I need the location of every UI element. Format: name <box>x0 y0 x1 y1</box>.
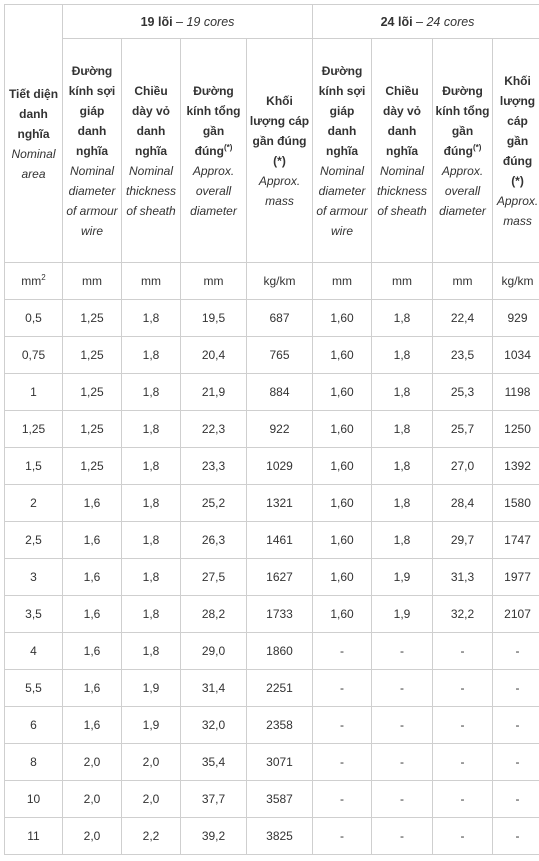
cell-m19: 1733 <box>247 596 313 633</box>
cell-s24: 1,8 <box>372 300 433 337</box>
cell-d24: - <box>433 670 493 707</box>
cell-d19: 39,2 <box>181 818 247 855</box>
cell-d19: 27,5 <box>181 559 247 596</box>
cell-area: 1 <box>5 374 63 411</box>
cell-d24: - <box>433 744 493 781</box>
cell-d19: 21,9 <box>181 374 247 411</box>
cell-d19: 29,0 <box>181 633 247 670</box>
cell-area: 0,75 <box>5 337 63 374</box>
cell-s19: 1,8 <box>122 559 181 596</box>
cell-d19: 31,4 <box>181 670 247 707</box>
cell-s24: - <box>372 818 433 855</box>
cell-s24: - <box>372 707 433 744</box>
cell-m24: 1034 <box>493 337 539 374</box>
cell-m24: - <box>493 781 539 818</box>
header-approx-mass-24: Khối lượng cáp gần đúng (*) Approx. mass <box>493 39 539 263</box>
cell-s24: 1,9 <box>372 559 433 596</box>
header-sheath-thickness-19: Chiều dày vỏ danh nghĩa Nominal thickness of sheath <box>122 39 181 263</box>
cell-m24: 1977 <box>493 559 539 596</box>
table-row <box>5 596 539 633</box>
cell-area: 3,5 <box>5 596 63 633</box>
header-armour-diameter-24: Đường kính sợi giáp danh nghĩa Nominal diameter of armour wire <box>313 39 372 263</box>
cell-area: 1,25 <box>5 411 63 448</box>
cell-a19: 1,6 <box>63 633 122 670</box>
cell-a24: - <box>313 744 372 781</box>
cell-a24: 1,60 <box>313 559 372 596</box>
cell-m19: 884 <box>247 374 313 411</box>
cell-m24: 2107 <box>493 596 539 633</box>
unit-cell: kg/km <box>247 263 313 300</box>
cell-s19: 1,8 <box>122 596 181 633</box>
cell-a19: 2,0 <box>63 744 122 781</box>
cell-area: 2,5 <box>5 522 63 559</box>
cell-d19: 32,0 <box>181 707 247 744</box>
cell-a24: 1,60 <box>313 522 372 559</box>
cell-s24: 1,9 <box>372 596 433 633</box>
cell-s19: 1,8 <box>122 337 181 374</box>
header-approx-mass-19: Khối lượng cáp gần đúng (*) Approx. mass <box>247 39 313 263</box>
cell-s24: 1,8 <box>372 374 433 411</box>
cell-a24: 1,60 <box>313 411 372 448</box>
cell-s19: 1,8 <box>122 522 181 559</box>
cell-m24: 929 <box>493 300 539 337</box>
cell-m24: 1392 <box>493 448 539 485</box>
cell-d24: 28,4 <box>433 485 493 522</box>
cell-m24: 1250 <box>493 411 539 448</box>
cell-area: 0,5 <box>5 300 63 337</box>
cell-d19: 19,5 <box>181 300 247 337</box>
cell-m24: - <box>493 818 539 855</box>
cell-d24: 23,5 <box>433 337 493 374</box>
cell-a24: - <box>313 707 372 744</box>
table-row <box>5 374 539 411</box>
table-row <box>5 670 539 707</box>
table-row <box>5 485 539 522</box>
cell-s19: 2,2 <box>122 818 181 855</box>
cell-s24: 1,8 <box>372 411 433 448</box>
cell-s19: 1,8 <box>122 411 181 448</box>
cell-d24: 22,4 <box>433 300 493 337</box>
cell-a24: - <box>313 670 372 707</box>
cell-a19: 1,6 <box>63 596 122 633</box>
table-row <box>5 559 539 596</box>
cell-a19: 1,6 <box>63 707 122 744</box>
cell-a24: - <box>313 781 372 818</box>
unit-cell: mm <box>181 263 247 300</box>
table-row <box>5 411 539 448</box>
cell-s24: 1,8 <box>372 485 433 522</box>
cell-d24: 25,7 <box>433 411 493 448</box>
cell-m19: 1627 <box>247 559 313 596</box>
unit-cell: kg/km <box>493 263 539 300</box>
cell-s19: 1,8 <box>122 485 181 522</box>
cell-d24: - <box>433 633 493 670</box>
cell-a19: 1,6 <box>63 559 122 596</box>
cell-d24: - <box>433 818 493 855</box>
cable-spec-table <box>4 4 539 855</box>
cell-s24: - <box>372 670 433 707</box>
cell-m19: 2251 <box>247 670 313 707</box>
cell-area: 2 <box>5 485 63 522</box>
header-overall-diameter-19: Đường kính tổng gần đúng(*) Approx. overall diameter <box>181 39 247 263</box>
cell-s19: 1,8 <box>122 300 181 337</box>
cell-a24: 1,60 <box>313 337 372 374</box>
table-row <box>5 633 539 670</box>
cell-area: 4 <box>5 633 63 670</box>
unit-cell: $mm^2$ <box>5 263 63 300</box>
cell-s24: - <box>372 744 433 781</box>
cell-a19: 2,0 <box>63 781 122 818</box>
cell-d24: 31,3 <box>433 559 493 596</box>
cell-area: 1,5 <box>5 448 63 485</box>
cell-d24: 25,3 <box>433 374 493 411</box>
table-row <box>5 744 539 781</box>
cell-s19: 2,0 <box>122 781 181 818</box>
cell-area: 10 <box>5 781 63 818</box>
units-row <box>5 263 539 300</box>
cell-d24: - <box>433 707 493 744</box>
unit-cell: mm <box>433 263 493 300</box>
cell-a19: 1,25 <box>63 411 122 448</box>
table-row <box>5 707 539 744</box>
header-group-19-cores: 19 lõi – 19 cores <box>63 5 313 39</box>
header-armour-diameter-19: Đường kính sợi giáp danh nghĩa Nominal diameter of armour wire <box>63 39 122 263</box>
cell-m19: 765 <box>247 337 313 374</box>
table-row <box>5 448 539 485</box>
cell-a19: 1,6 <box>63 670 122 707</box>
unit-cell: mm <box>122 263 181 300</box>
cell-a24: 1,60 <box>313 448 372 485</box>
cell-s19: 1,8 <box>122 448 181 485</box>
cell-area: 8 <box>5 744 63 781</box>
cell-m19: 1029 <box>247 448 313 485</box>
cell-d24: 29,7 <box>433 522 493 559</box>
cell-s19: 1,8 <box>122 374 181 411</box>
cell-d19: 25,2 <box>181 485 247 522</box>
cell-m24: - <box>493 633 539 670</box>
cell-s24: - <box>372 781 433 818</box>
cell-a19: 1,25 <box>63 448 122 485</box>
cell-s19: 2,0 <box>122 744 181 781</box>
cell-s19: 1,9 <box>122 670 181 707</box>
cell-a24: 1,60 <box>313 300 372 337</box>
cell-m19: 922 <box>247 411 313 448</box>
cell-s24: - <box>372 633 433 670</box>
table-row <box>5 818 539 855</box>
cell-m24: 1580 <box>493 485 539 522</box>
unit-cell: mm <box>313 263 372 300</box>
cell-s19: 1,9 <box>122 707 181 744</box>
cell-m19: 3587 <box>247 781 313 818</box>
cell-d19: 23,3 <box>181 448 247 485</box>
table-row <box>5 337 539 374</box>
cell-area: 6 <box>5 707 63 744</box>
cell-area: 5,5 <box>5 670 63 707</box>
table-row <box>5 522 539 559</box>
cell-a19: 1,25 <box>63 300 122 337</box>
cell-m24: 1198 <box>493 374 539 411</box>
cell-d19: 35,4 <box>181 744 247 781</box>
cell-s24: 1,8 <box>372 522 433 559</box>
cell-a19: 1,25 <box>63 374 122 411</box>
cell-s24: 1,8 <box>372 337 433 374</box>
cell-s19: 1,8 <box>122 633 181 670</box>
cell-area: 11 <box>5 818 63 855</box>
header-overall-diameter-24: Đường kính tổng gần đúng(*) Approx. overall diameter <box>433 39 493 263</box>
cell-d19: 22,3 <box>181 411 247 448</box>
cell-d24: 32,2 <box>433 596 493 633</box>
table-row <box>5 300 539 337</box>
cell-s24: 1,8 <box>372 448 433 485</box>
unit-cell: mm <box>63 263 122 300</box>
cell-m19: 1860 <box>247 633 313 670</box>
unit-cell: mm <box>372 263 433 300</box>
cell-d19: 28,2 <box>181 596 247 633</box>
header-nominal-area: Tiết diện danh nghĩa Nominal area <box>5 5 63 263</box>
cell-m19: 1461 <box>247 522 313 559</box>
cell-m19: 3071 <box>247 744 313 781</box>
cell-m24: - <box>493 707 539 744</box>
cell-a24: 1,60 <box>313 596 372 633</box>
cell-d19: 37,7 <box>181 781 247 818</box>
cell-d24: 27,0 <box>433 448 493 485</box>
cell-m24: 1747 <box>493 522 539 559</box>
cell-m24: - <box>493 670 539 707</box>
cell-a19: 1,6 <box>63 485 122 522</box>
cell-m19: 687 <box>247 300 313 337</box>
cell-a24: 1,60 <box>313 485 372 522</box>
header-group-24-cores: 24 lõi – 24 cores <box>313 5 539 39</box>
cell-d24: - <box>433 781 493 818</box>
cell-m19: 2358 <box>247 707 313 744</box>
cell-d19: 20,4 <box>181 337 247 374</box>
cell-m19: 1321 <box>247 485 313 522</box>
cell-a19: 2,0 <box>63 818 122 855</box>
cell-d19: 26,3 <box>181 522 247 559</box>
cell-area: 3 <box>5 559 63 596</box>
cell-m24: - <box>493 744 539 781</box>
cell-a19: 1,25 <box>63 337 122 374</box>
cell-a24: 1,60 <box>313 374 372 411</box>
header-sheath-thickness-24: Chiều dày vỏ danh nghĩa Nominal thickness of sheath <box>372 39 433 263</box>
cell-a19: 1,6 <box>63 522 122 559</box>
table-row <box>5 781 539 818</box>
cell-a24: - <box>313 818 372 855</box>
cell-m19: 3825 <box>247 818 313 855</box>
cell-a24: - <box>313 633 372 670</box>
